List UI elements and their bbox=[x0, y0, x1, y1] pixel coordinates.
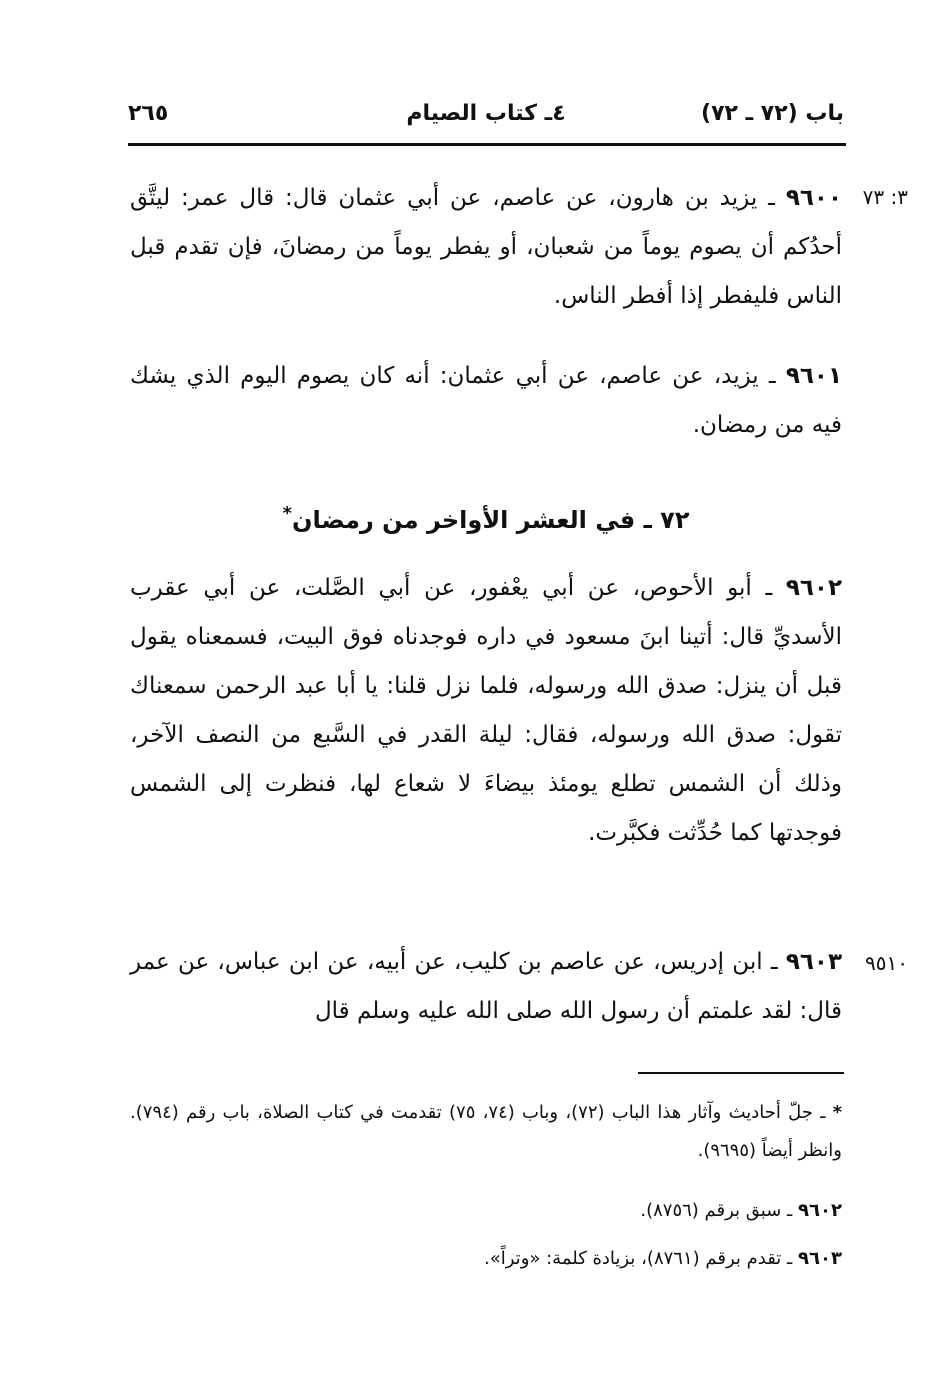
margin-reference: ٩٥١٠ bbox=[865, 951, 908, 975]
footnote-text: ـ تقدم برقم (٨٧٦١)، بزيادة كلمة: «وتراً». bbox=[484, 1248, 793, 1269]
footnote-mark: ٩٦٠٣ bbox=[798, 1248, 842, 1269]
entry-dash: ـ bbox=[751, 575, 773, 601]
entry-dash: ـ bbox=[762, 949, 778, 975]
chapter-range: باب (٧٢ ـ ٧٢) bbox=[701, 101, 844, 126]
page-number: ٢٦٥ bbox=[128, 101, 169, 126]
running-header bbox=[128, 96, 844, 136]
footnote-mark: ٩٦٠٢ bbox=[798, 1200, 842, 1221]
hadith-entry bbox=[130, 938, 842, 1036]
hadith-text: أبو الأحوص، عن أبي يعْفور، عن أبي الصَّلت، عن أبي عقرب الأسديِّ قال: أتينا ابنَ مسعود في داره فوجدناه فوق البيت، فسمعناه يقول قبل أن ينزل: صدق الله ورسوله، فلما نزل قلنا: يا أبا عبد الرحمن سمعناك تقول: صدق الله ورسوله، فقال: ليلة القدر في السَّبع من النصف الآخر، وذلك أن الشمس تطلع يومئذ بيضاءَ لا شعاع لها، فنظرت إلى الشمس فوجدتها كما حُدِّثت فكبَّرت. bbox=[130, 575, 842, 846]
hadith-entry bbox=[130, 174, 842, 321]
footnote-mark: * bbox=[832, 1102, 842, 1123]
footnote bbox=[130, 1192, 842, 1230]
book-title: ٤ـ كتاب الصيام bbox=[406, 101, 566, 126]
entry-dash: ـ bbox=[757, 185, 775, 211]
hadith-number: ٩٦٠٢ bbox=[785, 575, 842, 601]
hadith-text: يزيد بن هارون، عن عاصم، عن أبي عثمان قال: قال عمر: ليتَّق أحدُكم أن يصوم يوماً من شعبان، أو يفطر يوماً من رمضانَ، فإن تقدم قبل الناس فليفطر إذا أفطر الناس. bbox=[130, 185, 842, 309]
chapter-heading-text: ٧٢ ـ في العشر الأواخر من رمضان bbox=[291, 506, 690, 534]
chapter-heading bbox=[130, 492, 842, 542]
footnote-text: ـ سبق برقم (٨٧٥٦). bbox=[640, 1200, 793, 1221]
hadith-text: يزيد، عن عاصم، عن أبي عثمان: أنه كان يصوم اليوم الذي يشك فيه من رمضان. bbox=[130, 363, 842, 438]
header-rule bbox=[128, 143, 846, 146]
margin-reference: ٣: ٧٣ bbox=[862, 185, 908, 209]
footnote bbox=[130, 1094, 842, 1170]
footnote bbox=[130, 1240, 842, 1278]
entry-dash: ـ bbox=[758, 363, 776, 389]
hadith-number: ٩٦٠٠ bbox=[785, 185, 842, 211]
footnote-rule bbox=[638, 1072, 844, 1074]
hadith-entry bbox=[130, 352, 842, 450]
footnote-text: ـ جلّ أحاديث وآثار هذا الباب (٧٢)، وباب (٧٤، ٧٥) تقدمت في كتاب الصلاة، باب رقم (٧٩٤). وانظر أيضاً (٩٦٩٥). bbox=[130, 1102, 842, 1161]
hadith-number: ٩٦٠١ bbox=[785, 363, 842, 389]
hadith-text: ابن إدريس، عن عاصم بن كليب، عن أبيه، عن ابن عباس، عن عمر قال: لقد علمتم أن رسول الله صلى الله عليه وسلم قال bbox=[130, 949, 842, 1024]
hadith-number: ٩٦٠٣ bbox=[785, 949, 842, 975]
footnote-marker: * bbox=[282, 503, 292, 524]
hadith-entry bbox=[130, 564, 842, 858]
